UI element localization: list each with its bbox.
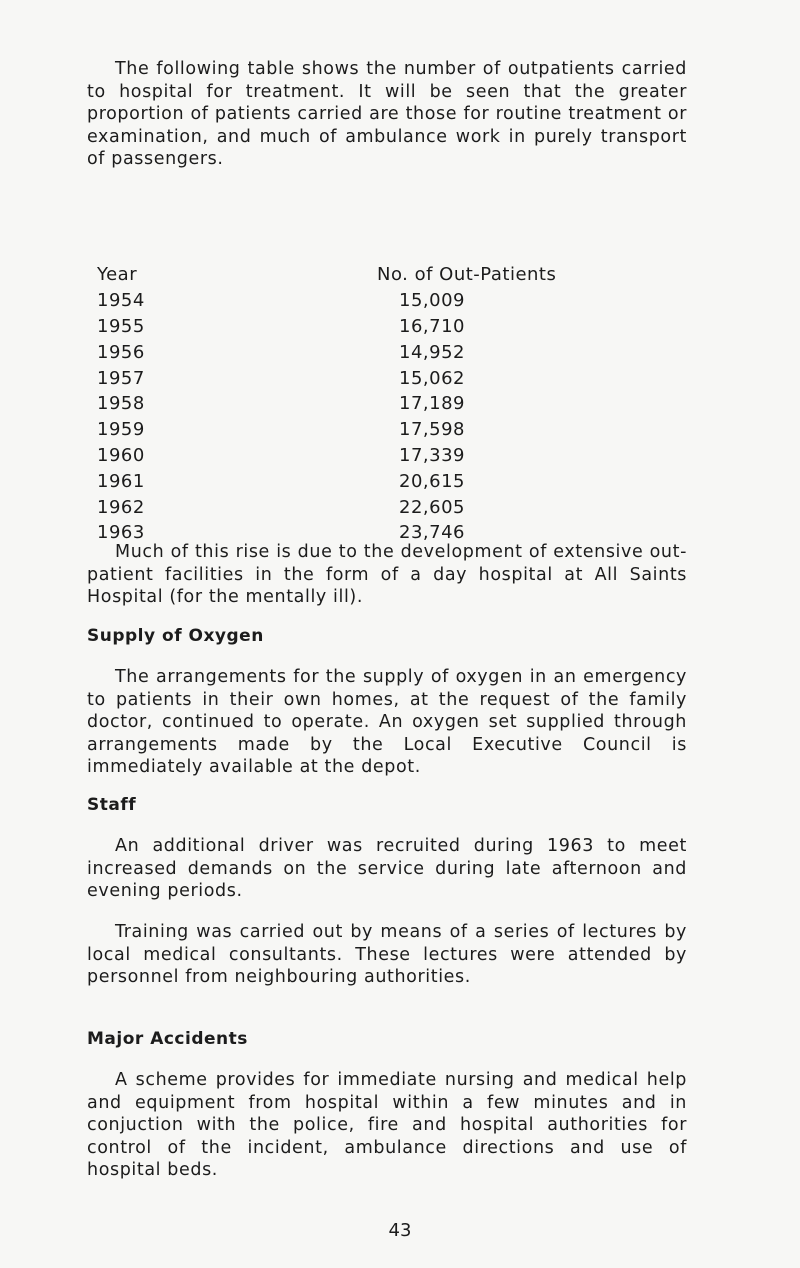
staff-paragraph-1: An additional driver was recruited during 1963 to meet increased demands on the service during late afternoon and evening periods. [87, 836, 687, 901]
table-row [97, 443, 637, 469]
year-cell: 1957 [97, 367, 145, 389]
patients-column-header: No. of Out-Patients [377, 264, 557, 286]
table-row [97, 339, 637, 365]
year-cell: 1961 [97, 470, 145, 492]
rise-paragraph: Much of this rise is due to the development of extensive out-patient facilities in the form of a day hospital at All Saints Hospital (for the mentally ill). [87, 542, 687, 607]
year-cell: 1956 [97, 341, 145, 363]
table-row [97, 288, 637, 314]
table-row [97, 314, 637, 340]
patients-cell: 15,062 [399, 367, 465, 389]
outpatients-table [97, 262, 637, 546]
patients-cell: 23,746 [399, 522, 465, 544]
patients-cell: 16,710 [399, 315, 465, 337]
page-number: 43 [388, 1220, 412, 1241]
accidents-heading: Major Accidents [87, 1029, 248, 1049]
patients-cell: 17,598 [399, 419, 465, 441]
intro-paragraph: The following table shows the number of outpatients carried to hospital for treatment. It will be seen that the greater proportion of patients carried are those for routine treatment or examination, and much of ambulance work in purely transport of passengers. [87, 59, 687, 169]
table-row [97, 391, 637, 417]
year-cell: 1954 [97, 290, 145, 312]
oxygen-heading: Supply of Oxygen [87, 626, 264, 646]
table-row [97, 468, 637, 494]
patients-cell: 17,189 [399, 393, 465, 415]
year-cell: 1962 [97, 496, 145, 518]
table-row [97, 417, 637, 443]
year-cell: 1958 [97, 393, 145, 415]
year-cell: 1960 [97, 444, 145, 466]
year-cell: 1963 [97, 522, 145, 544]
patients-cell: 20,615 [399, 470, 465, 492]
patients-cell: 14,952 [399, 341, 465, 363]
table-header-row [97, 262, 637, 288]
year-column-header: Year [97, 264, 138, 286]
patients-cell: 15,009 [399, 290, 465, 312]
table-row [97, 365, 637, 391]
patients-cell: 17,339 [399, 444, 465, 466]
accidents-paragraph: A scheme provides for immediate nursing and medical help and equipment from hospital within a few minutes and in conjuction with the police, fire and hospital authorities for control of the incident, ambulance directions and use of hospital beds. [87, 1070, 687, 1180]
patients-cell: 22,605 [399, 496, 465, 518]
year-cell: 1955 [97, 315, 145, 337]
oxygen-paragraph: The arrangements for the supply of oxygen in an emergency to patients in their own homes, at the request of the family doctor, continued to operate. An oxygen set supplied through arrangements made by the Local Executive Council is immediately available at the depot. [87, 667, 687, 777]
year-cell: 1959 [97, 419, 145, 441]
table-row [97, 494, 637, 520]
staff-heading: Staff [87, 795, 137, 815]
staff-paragraph-2: Training was carried out by means of a series of lectures by local medical consultants. These lectures were attended by personnel from neighbouring authorities. [87, 922, 687, 987]
